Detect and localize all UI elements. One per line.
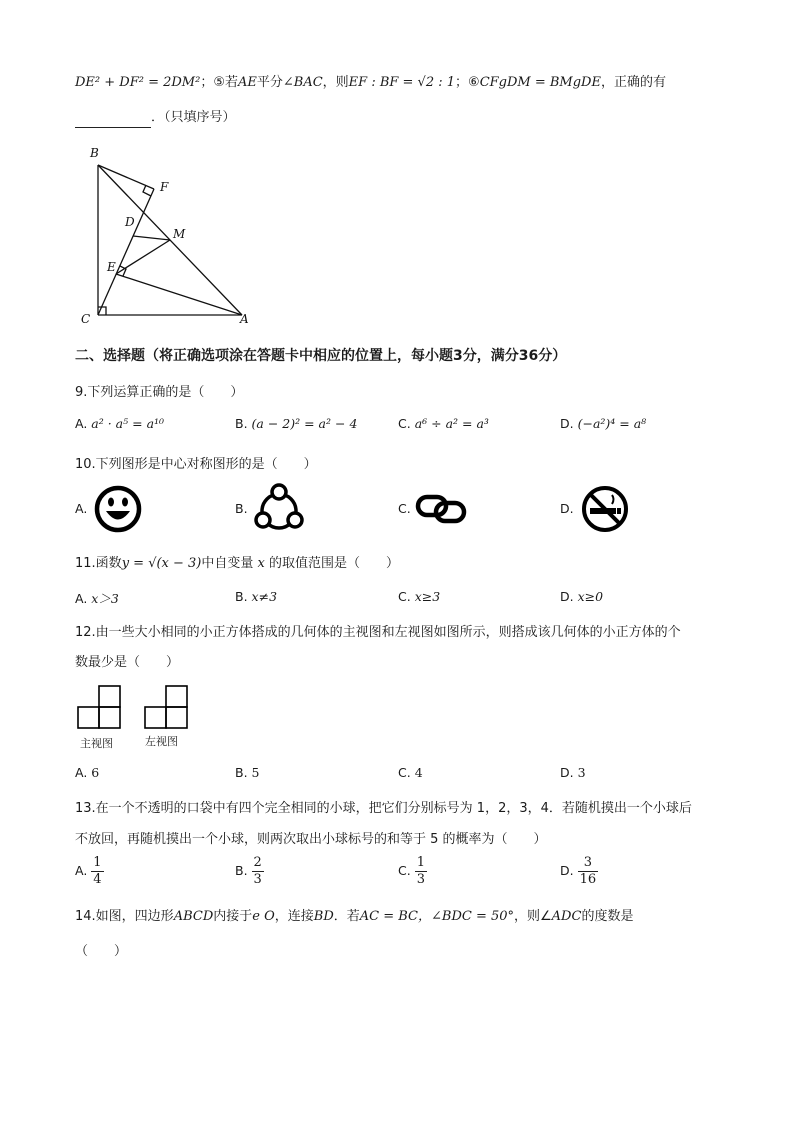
smiley-face-icon xyxy=(93,484,143,534)
q13-option-d[interactable]: D. $\frac{3}{16}$ xyxy=(560,855,597,887)
q11-option-d[interactable]: D. x≥0 xyxy=(560,589,604,604)
top-ae: AE xyxy=(237,75,257,90)
top-line-2 xyxy=(75,108,236,128)
q10-stem: 10.下列图形是中心对称图形的是（ ） xyxy=(75,457,317,472)
fraction: $\frac{1}{3}$ xyxy=(416,855,425,887)
top-line-2-suffix: ．（只填序号） xyxy=(151,110,236,125)
q10-option-a[interactable]: A. xyxy=(75,501,88,516)
no-smoking-icon xyxy=(580,484,630,534)
three-circles-ring-icon xyxy=(252,482,306,536)
top-equation: DE² + DF² = 2DM² xyxy=(75,75,201,90)
q12-option-c[interactable]: C. 4 xyxy=(398,765,423,780)
q10-option-d[interactable]: D. xyxy=(560,501,574,516)
section-2-heading: 二、选择题（将正确选项涂在答题卡中相应的位置上，每小题3分，满分36分） xyxy=(75,348,567,364)
q13-option-c[interactable]: C. $\frac{1}{3}$ xyxy=(398,855,425,887)
segment-fc xyxy=(98,189,154,315)
label-d: D xyxy=(125,215,135,229)
top-text: ；⑥ xyxy=(455,75,480,90)
front-view-label: 主视图 xyxy=(80,737,113,750)
q12-option-a[interactable]: A. 6 xyxy=(75,765,100,780)
q12-option-b[interactable]: B. 5 xyxy=(235,765,260,780)
top-line-1 xyxy=(75,73,666,93)
q11-function: y = √(x − 3) xyxy=(121,556,202,571)
label-f: F xyxy=(160,180,169,194)
q11-stem: 11.函数y = √(x − 3)中自变量 x 的取值范围是（ ） xyxy=(75,556,400,571)
top-text: ，则 xyxy=(322,75,349,90)
q11-option-a[interactable]: A. x＞3 xyxy=(75,591,119,606)
top-angle: ∠BAC xyxy=(282,75,323,90)
chain-link-icon xyxy=(414,491,468,527)
label-a: A xyxy=(240,312,249,326)
fraction: $\frac{3}{16}$ xyxy=(579,855,597,887)
top-product: CFgDM = BMgDE xyxy=(479,75,601,90)
segment-dm xyxy=(133,236,170,240)
label-b: B xyxy=(90,146,99,160)
q13-option-b[interactable]: B. $\frac{2}{3}$ xyxy=(235,855,262,887)
q12-option-d[interactable]: D. 3 xyxy=(560,765,586,780)
q14-stem-line-2: （ ） xyxy=(75,944,128,959)
q13-option-a[interactable]: A. $\frac{1}{4}$ xyxy=(75,855,102,887)
label-m: M xyxy=(173,227,186,241)
label-c: C xyxy=(81,312,91,326)
q13-stem-line-2: 不放回，再随机摸出一个小球，则两次取出小球标号的和等于 5 的概率为（ ） xyxy=(75,832,547,847)
q9-option-a[interactable]: A. a² · a⁵ = a¹⁰ xyxy=(75,416,165,431)
q9-option-b[interactable]: B. (a − 2)² = a² − 4 xyxy=(235,416,358,431)
top-ratio: EF : BF = √2 : 1 xyxy=(348,75,456,90)
fraction: $\frac{2}{3}$ xyxy=(253,855,262,887)
top-text: ，正确的有 xyxy=(600,75,666,90)
left-view-figure xyxy=(143,684,191,730)
label-e: E xyxy=(107,260,116,274)
top-text: 平分 xyxy=(256,75,283,90)
fraction: $\frac{1}{4}$ xyxy=(93,855,102,887)
top-text: ；⑤若 xyxy=(200,75,238,90)
q9-option-c[interactable]: C. a⁶ ÷ a² = a³ xyxy=(398,416,489,431)
q14-stem-line-1: 14.如图，四边形ABCD内接于e O，连接BD．若AC = BC，∠BDC = 50°，则∠ADC的度数是 xyxy=(75,909,634,924)
left-view-label: 左视图 xyxy=(145,735,178,748)
q12-stem-line-1: 12.由一些大小相同的小正方体搭成的几何体的主视图和左视图如图所示，则搭成该几何体的小正方体的个 xyxy=(75,625,681,640)
front-view-figure xyxy=(76,684,124,730)
q11-option-b[interactable]: B. x≠3 xyxy=(235,589,278,604)
answer-blank[interactable] xyxy=(75,113,151,128)
q13-stem-line-1: 13.在一个不透明的口袋中有四个完全相同的小球，把它们分别标号为 1，2，3，4．若随机摸出一个小球后 xyxy=(75,801,692,816)
q9-stem: 9.下列运算正确的是（ ） xyxy=(75,385,244,400)
q10-option-c[interactable]: C. xyxy=(398,501,411,516)
q11-option-c[interactable]: C. x≥3 xyxy=(398,589,441,604)
q10-option-b[interactable]: B. xyxy=(235,501,248,516)
triangle-figure xyxy=(70,140,260,330)
q12-stem-line-2: 数最少是（ ） xyxy=(75,655,180,670)
q9-option-d[interactable]: D. (−a²)⁴ = a⁸ xyxy=(560,416,647,431)
